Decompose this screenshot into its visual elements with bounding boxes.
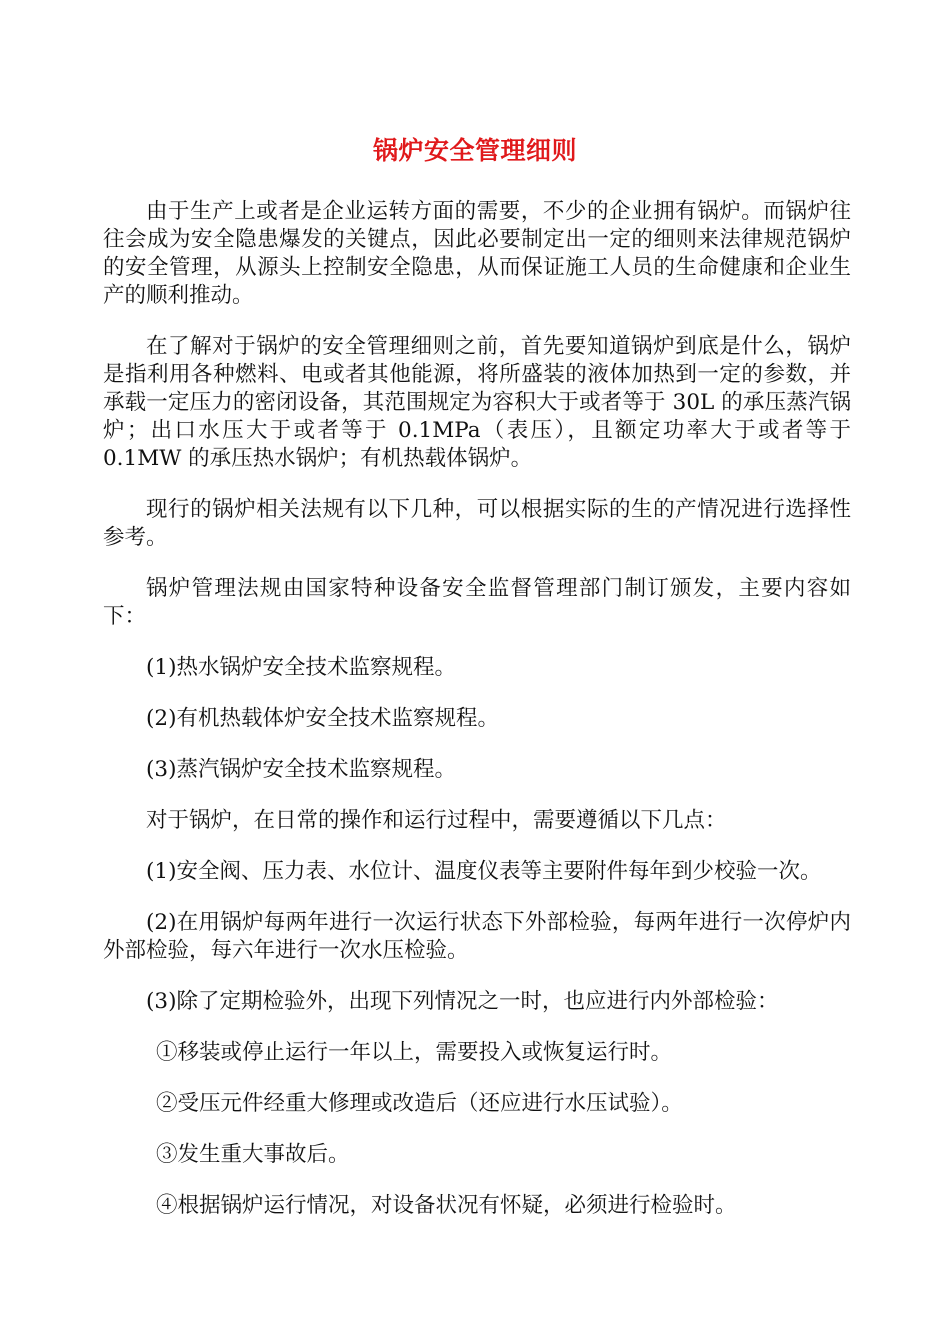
ops-item-2: (2)在用锅炉每两年进行一次运行状态下外部检验，每两年进行一次停炉内外部检验，每六年进行一次水压检验。	[103, 910, 851, 963]
case-item-4: ④根据锅炉运行情况，对设备状况有怀疑，必须进行检验时。	[156, 1193, 737, 1218]
document-title: 锅炉安全管理细则	[372, 136, 577, 165]
paragraph-laws-issuer: 锅炉管理法规由国家特种设备安全监督管理部门制订颁发，主要内容如下：	[103, 576, 851, 629]
document-body	[103, 198, 851, 1243]
case-item-3: ③发生重大事故后。	[156, 1142, 350, 1167]
paragraph-ops-intro: 对于锅炉，在日常的操作和运行过程中，需要遵循以下几点：	[146, 808, 727, 833]
case-item-1: ①移装或停止运行一年以上，需要投入或恢复运行时。	[156, 1040, 673, 1065]
paragraph-intro: 由于生产上或者是企业运转方面的需要，不少的企业拥有锅炉。而锅炉往往会成为安全隐患爆发的关键点，因此必要制定出一定的细则来法律规范锅炉的安全管理，从源头上控制安全隐患，从而保证施工人员的生命健康和企业生产的顺利推动。	[103, 199, 851, 308]
law-item-1: (1)热水锅炉安全技术监察规程。	[146, 655, 456, 680]
paragraph-definition: 在了解对于锅炉的安全管理细则之前，首先要知道锅炉到底是什么，锅炉是指利用各种燃料、电或者其他能源，将所盛装的液体加热到一定的参数，并承载一定压力的密闭设备，其范围规定为容积大于或者等于 30L 的承压蒸汽锅炉；出口水压大于或者等于 0.1MPa（表压），且额定功率大于或者等于 0.1MW 的承压热水锅炉；有机热载体锅炉。	[103, 334, 851, 471]
ops-item-3: (3)除了定期检验外，出现下列情况之一时，也应进行内外部检验：	[146, 989, 779, 1014]
case-item-2: ②受压元件经重大修理或改造后（还应进行水压试验）。	[156, 1091, 683, 1116]
law-item-3: (3)蒸汽锅炉安全技术监察规程。	[146, 757, 456, 782]
paragraph-laws-intro: 现行的锅炉相关法规有以下几种，可以根据实际的生的产情况进行选择性参考。	[103, 497, 851, 550]
law-item-2: (2)有机热载体炉安全技术监察规程。	[146, 706, 499, 731]
ops-item-1: (1)安全阀、压力表、水位计、温度仪表等主要附件每年到少校验一次。	[146, 859, 822, 884]
